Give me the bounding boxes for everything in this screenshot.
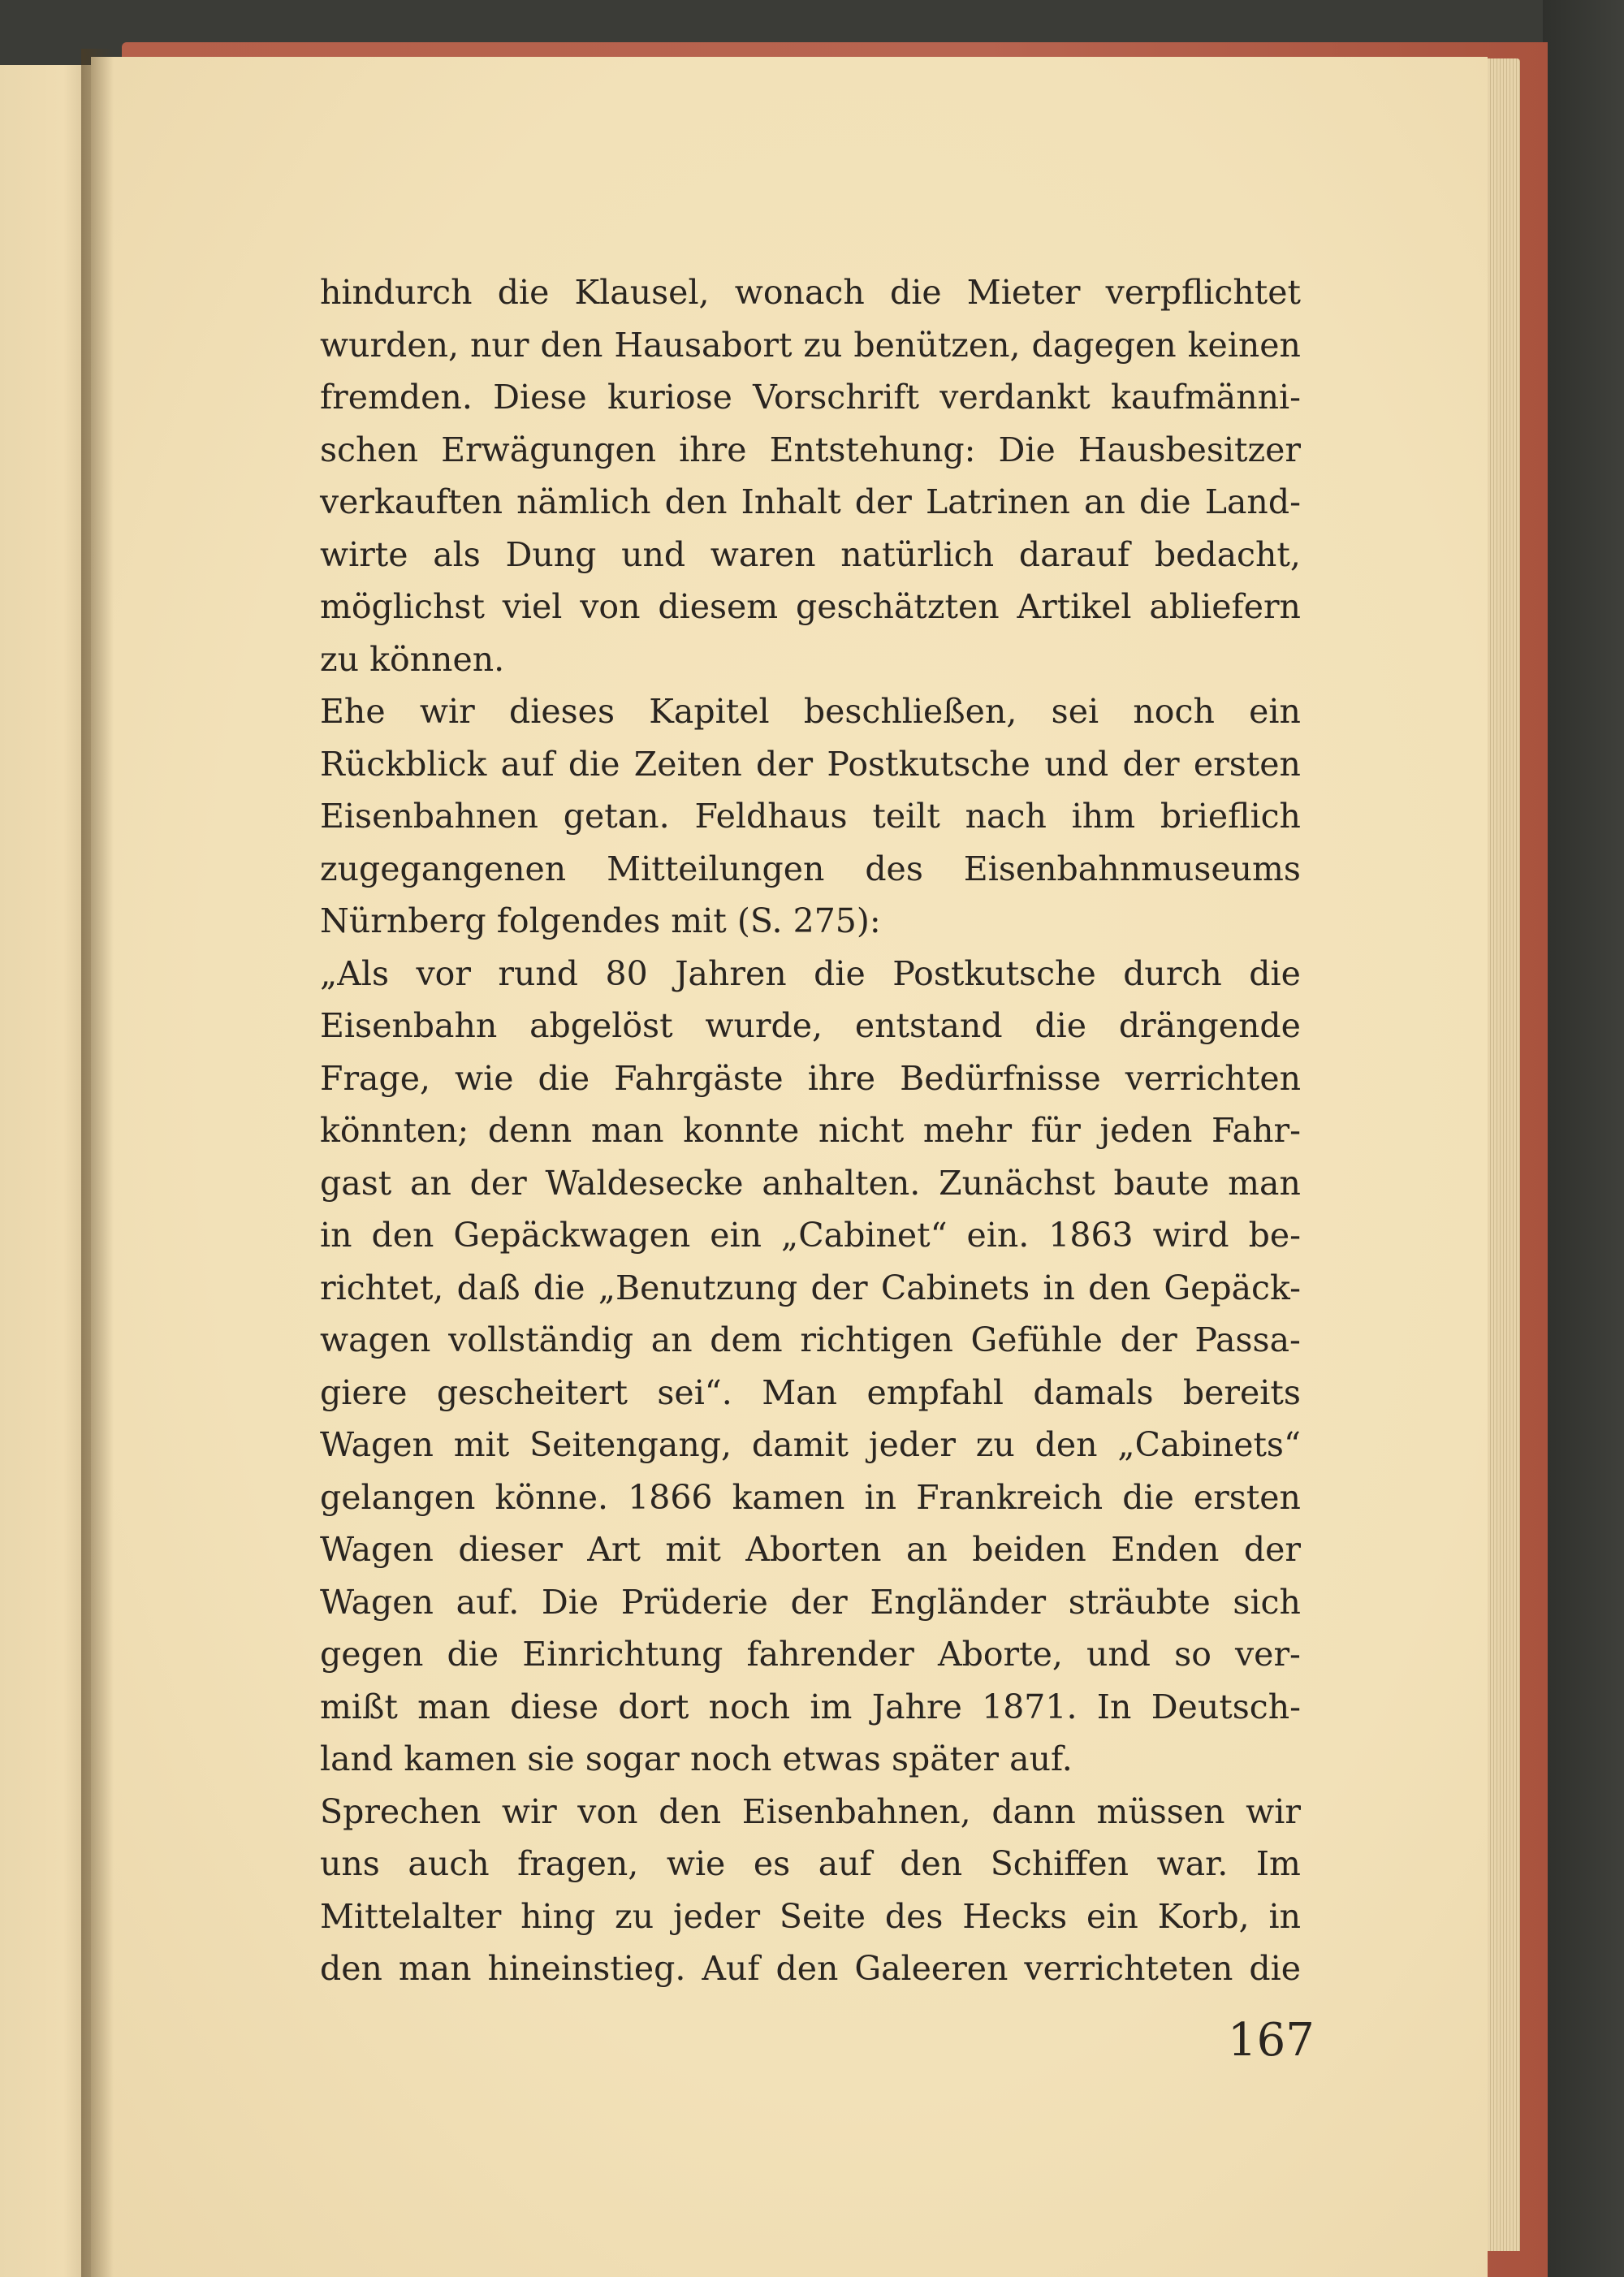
- text-line: land kamen sie sogar noch etwas später auf.: [320, 1739, 1073, 1778]
- text-line: den man hineinstieg. Auf den Galeeren verrichteten die: [320, 1949, 1301, 1988]
- text-line: richtet, daß die „Benutzung der Cabinets in den Gepäck-: [320, 1268, 1301, 1307]
- text-line: wurden, nur den Hausabort zu benützen, dagegen keinen: [320, 325, 1301, 365]
- text-line: Wagen mit Seitengang, damit jeder zu den „Cabinets“: [320, 1425, 1301, 1464]
- book-page: [91, 57, 1488, 2277]
- text-line: Wagen auf. Die Prüderie der Engländer sträubte sich: [320, 1582, 1301, 1622]
- text-line: Nürnberg folgendes mit (S. 275):: [320, 901, 881, 940]
- text-line: mißt man diese dort noch im Jahre 1871. In Deutsch-: [320, 1687, 1301, 1726]
- text-line: Ehe wir dieses Kapitel beschließen, sei noch ein: [320, 692, 1301, 731]
- text-line: fremden. Diese kuriose Vorschrift verdankt kaufmänni-: [320, 378, 1301, 417]
- text-line: möglichst viel von diesem geschätzten Artikel abliefern: [320, 587, 1301, 626]
- text-line: gegen die Einrichtung fahrender Aborte, und so ver-: [320, 1635, 1301, 1674]
- text-line: Wagen dieser Art mit Aborten an beiden Enden der: [320, 1530, 1301, 1569]
- text-line: wagen vollständig an dem richtigen Gefühle der Passa-: [320, 1320, 1301, 1359]
- text-line: giere gescheitert sei“. Man empfahl damals bereits: [320, 1372, 1301, 1412]
- text-line: Eisenbahnen getan. Feldhaus teilt nach ihm brieflich: [320, 797, 1301, 836]
- text-line: Sprechen wir von den Eisenbahnen, dann müssen wir: [320, 1791, 1301, 1831]
- body-text: [320, 266, 1301, 1995]
- text-line: zu können.: [320, 639, 505, 679]
- text-line: hindurch die Klausel, wonach die Mieter verpflichtet: [320, 273, 1301, 312]
- text-line: Rückblick auf die Zeiten der Postkutsche und der ersten: [320, 744, 1301, 784]
- text-line: gelangen könne. 1866 kamen in Frankreich die ersten: [320, 1477, 1301, 1517]
- text-line: Frage, wie die Fahrgäste ihre Bedürfnisse verrichten: [320, 1058, 1301, 1098]
- text-line: uns auch fragen, wie es auf den Schiffen war. Im: [320, 1844, 1301, 1883]
- page-number: 167: [1228, 2014, 1315, 2067]
- background-right: [1543, 0, 1624, 2277]
- text-line: „Als vor rund 80 Jahren die Postkutsche durch die: [320, 953, 1301, 993]
- text-line: Mittelalter hing zu jeder Seite des Hecks ein Korb, in: [320, 1896, 1301, 1936]
- text-line: wirte als Dung und waren natürlich darauf bedacht,: [320, 534, 1301, 574]
- facing-page-edge: [0, 65, 93, 2277]
- text-line: in den Gepäckwagen ein „Cabinet“ ein. 1863 wird be-: [320, 1216, 1301, 1255]
- text-line: schen Erwägungen ihre Entstehung: Die Hausbesitzer: [320, 430, 1301, 469]
- text-line: Eisenbahn abgelöst wurde, entstand die drängende: [320, 1006, 1301, 1045]
- text-line: verkauften nämlich den Inhalt der Latrinen an die Land-: [320, 482, 1301, 521]
- gutter-shadow: [81, 49, 114, 2277]
- text-line: zugegangenen Mitteilungen des Eisenbahnmuseums: [320, 849, 1301, 888]
- text-line: könnten; denn man konnte nicht mehr für jeden Fahr-: [320, 1111, 1301, 1150]
- text-line: gast an der Waldesecke anhalten. Zunächst baute man: [320, 1163, 1301, 1203]
